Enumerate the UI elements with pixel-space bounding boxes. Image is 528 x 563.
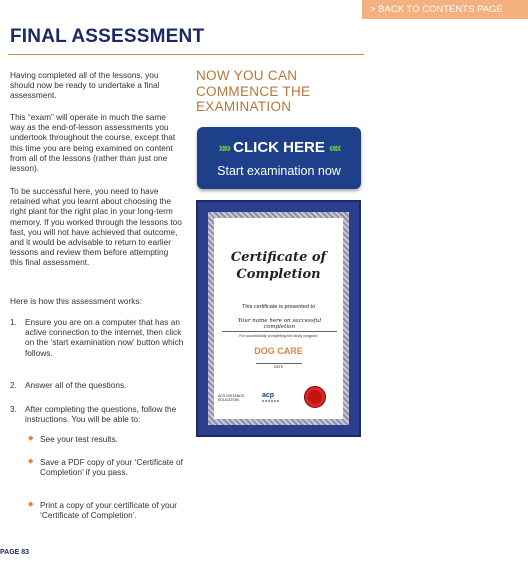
step-text: Answer all of the questions. xyxy=(25,380,127,390)
intro-paragraph-2: This “exam” will operate in much the same way as the end-of-lesson assessments you undertook throughout the course, except that this time you are being examined on content from all of the lessons (rather than just one lesson). xyxy=(10,112,176,174)
intro-paragraph-4: Here is how this assessment works: xyxy=(10,296,142,306)
certificate-name-line: Your name here on successful completion xyxy=(222,318,337,332)
bullet-icon: ◆ xyxy=(28,501,34,508)
certificate-program-text: For successfully completing the study program xyxy=(239,334,318,338)
page-title: FINAL ASSESSMENT xyxy=(10,26,205,47)
certificate-date-line xyxy=(256,363,302,364)
step-number: 1. xyxy=(10,317,17,327)
title-divider xyxy=(8,54,364,55)
certificate-title: Certificate of Completion xyxy=(230,250,327,282)
cta-main-label-row xyxy=(197,139,361,156)
start-examination-label: Start examination now xyxy=(217,164,341,178)
page-number: PAGE 83 xyxy=(0,549,30,556)
double-chevron-right-icon: »» xyxy=(218,140,229,155)
intro-paragraph-3: To be successful here, you need to have retained what you learnt about choosing the right plant for the right plac in your long-term memory. If you worked through the lessons too fast, you will not have achieved that outcome, and it would be advisable to return to earlier lessons and review them before attempting this final assessment. xyxy=(10,186,182,268)
double-chevron-left-icon: «« xyxy=(329,140,340,155)
start-examination-button[interactable] xyxy=(197,127,361,189)
certificate-presented-text: This certificate is presented to xyxy=(241,304,316,310)
bullet-item: See your test results. xyxy=(40,434,118,444)
certificate-preview xyxy=(196,200,361,437)
certificate-course-name: DOG CARE xyxy=(254,346,303,356)
bullet-item: Save a PDF copy of your ‘Certificate of Completion’ if you pass. xyxy=(40,457,183,478)
step-number: 3. xyxy=(10,404,17,414)
step-text: Ensure you are on a computer that has an active connection to the internet, then click on the ‘start examination now’ button which follows. xyxy=(25,317,184,358)
bullet-icon: ◆ xyxy=(28,458,34,465)
bullet-item: Print a copy of your certificate of your ‘Certificate of Completion’. xyxy=(40,500,177,521)
step-number: 2. xyxy=(10,380,17,390)
red-seal-icon xyxy=(304,386,326,408)
acp-logo-underline xyxy=(262,400,280,402)
certificate-border xyxy=(208,212,349,425)
step-text: After completing the questions, follow the instructions. You will be able to: xyxy=(25,404,177,425)
acp-logo-text: acp xyxy=(262,392,275,399)
cta-heading: NOW YOU CAN COMMENCE THE EXAMINATION xyxy=(196,68,311,114)
intro-paragraph-1: Having completed all of the lessons, you should now be ready to undertake a final assessment. xyxy=(10,70,160,101)
acs-logo: ACS DISTANCE EDUCATION xyxy=(218,394,245,402)
certificate-page xyxy=(214,218,343,419)
acp-logo xyxy=(262,392,284,402)
click-here-label: CLICK HERE xyxy=(233,139,325,156)
bullet-icon: ◆ xyxy=(28,435,34,442)
certificate-date-label: DATE xyxy=(273,365,284,369)
back-to-contents-button[interactable]: > BACK TO CONTENTS PAGE xyxy=(362,0,528,19)
